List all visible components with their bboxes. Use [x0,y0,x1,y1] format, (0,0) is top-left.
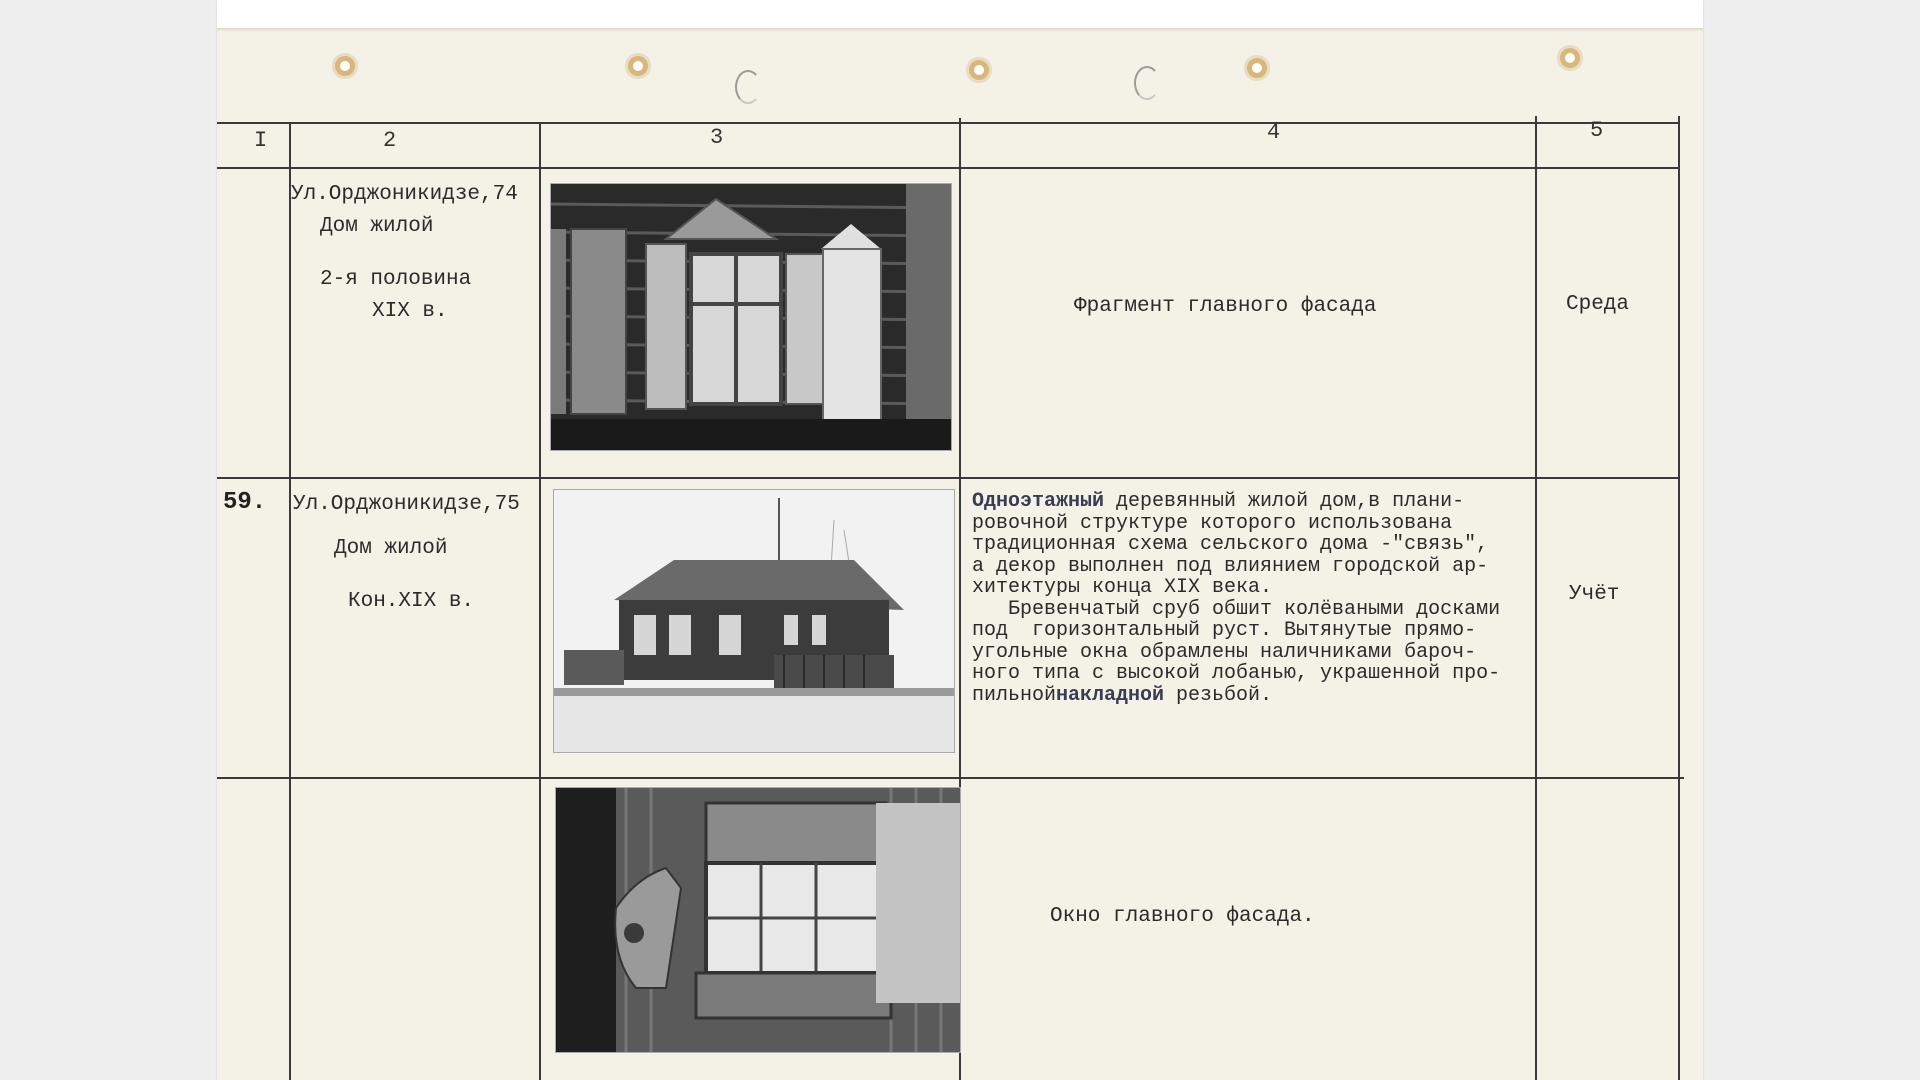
archive-card-sheet [217,0,1703,1080]
row3-photo-window [555,787,961,1053]
binder-ring-icon [1134,66,1160,100]
punch-hole-icon [633,61,643,71]
row3-caption: Окно главного фасада. [1050,905,1315,928]
punch-hole-icon [340,61,350,71]
sheet-top-edge [217,0,1703,30]
row2-description-line: а декор выполнен под влиянием городской ар- [972,554,1489,578]
row2-description-line: традиционная схема сельского дома -"связь", [972,533,1489,556]
row2-photo-house [553,489,955,753]
row2-description-line: пильной [972,683,1057,707]
table-rule-header [217,167,1680,169]
row2-entry-number: 59. [223,489,267,516]
row2-description-tail: резьбой. [1164,683,1273,707]
row1-category: Среда [1566,293,1630,316]
row2-description-line: под горизонтальный руст. Вытянутые прямо- [972,619,1477,642]
row2-description-bold-word: накладной [1056,683,1165,707]
row2-description-line: деревянный жилой дом,в плани- [1104,490,1465,513]
column-header-2: 2 [383,128,397,153]
row2-date: Кон.XIX в. [348,590,475,613]
row2-description-line: Бревенчатый сруб обшит колёваными досками [972,597,1501,621]
column-header-4: 4 [1267,120,1281,145]
punch-hole-icon [1565,53,1575,63]
row2-address: Ул.Орджоникидзе,75 [293,493,520,516]
row1-date-line1: 2-я половина [320,268,472,291]
punch-hole-icon [1252,63,1262,73]
row1-photo-facade-fragment [550,183,952,451]
column-header-3: 3 [710,125,724,150]
row2-description-line: ного типа с высокой лобанью, украшенной про- [972,662,1501,685]
table-col-divider-5 [1678,116,1680,1080]
row2-description-lead: Одноэтажный [972,490,1105,513]
table-col-divider-4 [1535,116,1537,1080]
row2-description-line: угольные окна обрамлены наличниками бароч- [972,640,1477,664]
row2-category: Учёт [1569,583,1620,606]
row1-address: Ул.Орджоникидзе,74 [291,183,518,206]
row2-type: Дом жилой [334,537,448,560]
row2-description-line: хитектуры конца XIX века. [972,576,1273,599]
table-rule-top [217,122,1680,124]
row1-date-line2: XIX в. [372,300,448,323]
column-header-5: 5 [1590,118,1604,143]
row1-caption: Фрагмент главного фасада [1074,295,1377,318]
row1-type: Дом жилой [320,215,434,238]
binder-ring-icon [735,70,761,104]
table-rule-row1 [217,477,1680,479]
table-col-divider-2 [539,122,541,1080]
row2-description-line: ровочной структуре которого использована [972,511,1453,535]
table-rule-row2 [217,777,1684,779]
table-col-divider-1 [289,122,291,1080]
punch-hole-icon [974,65,984,75]
column-header-1: I [254,128,268,153]
row2-description [972,491,1500,706]
